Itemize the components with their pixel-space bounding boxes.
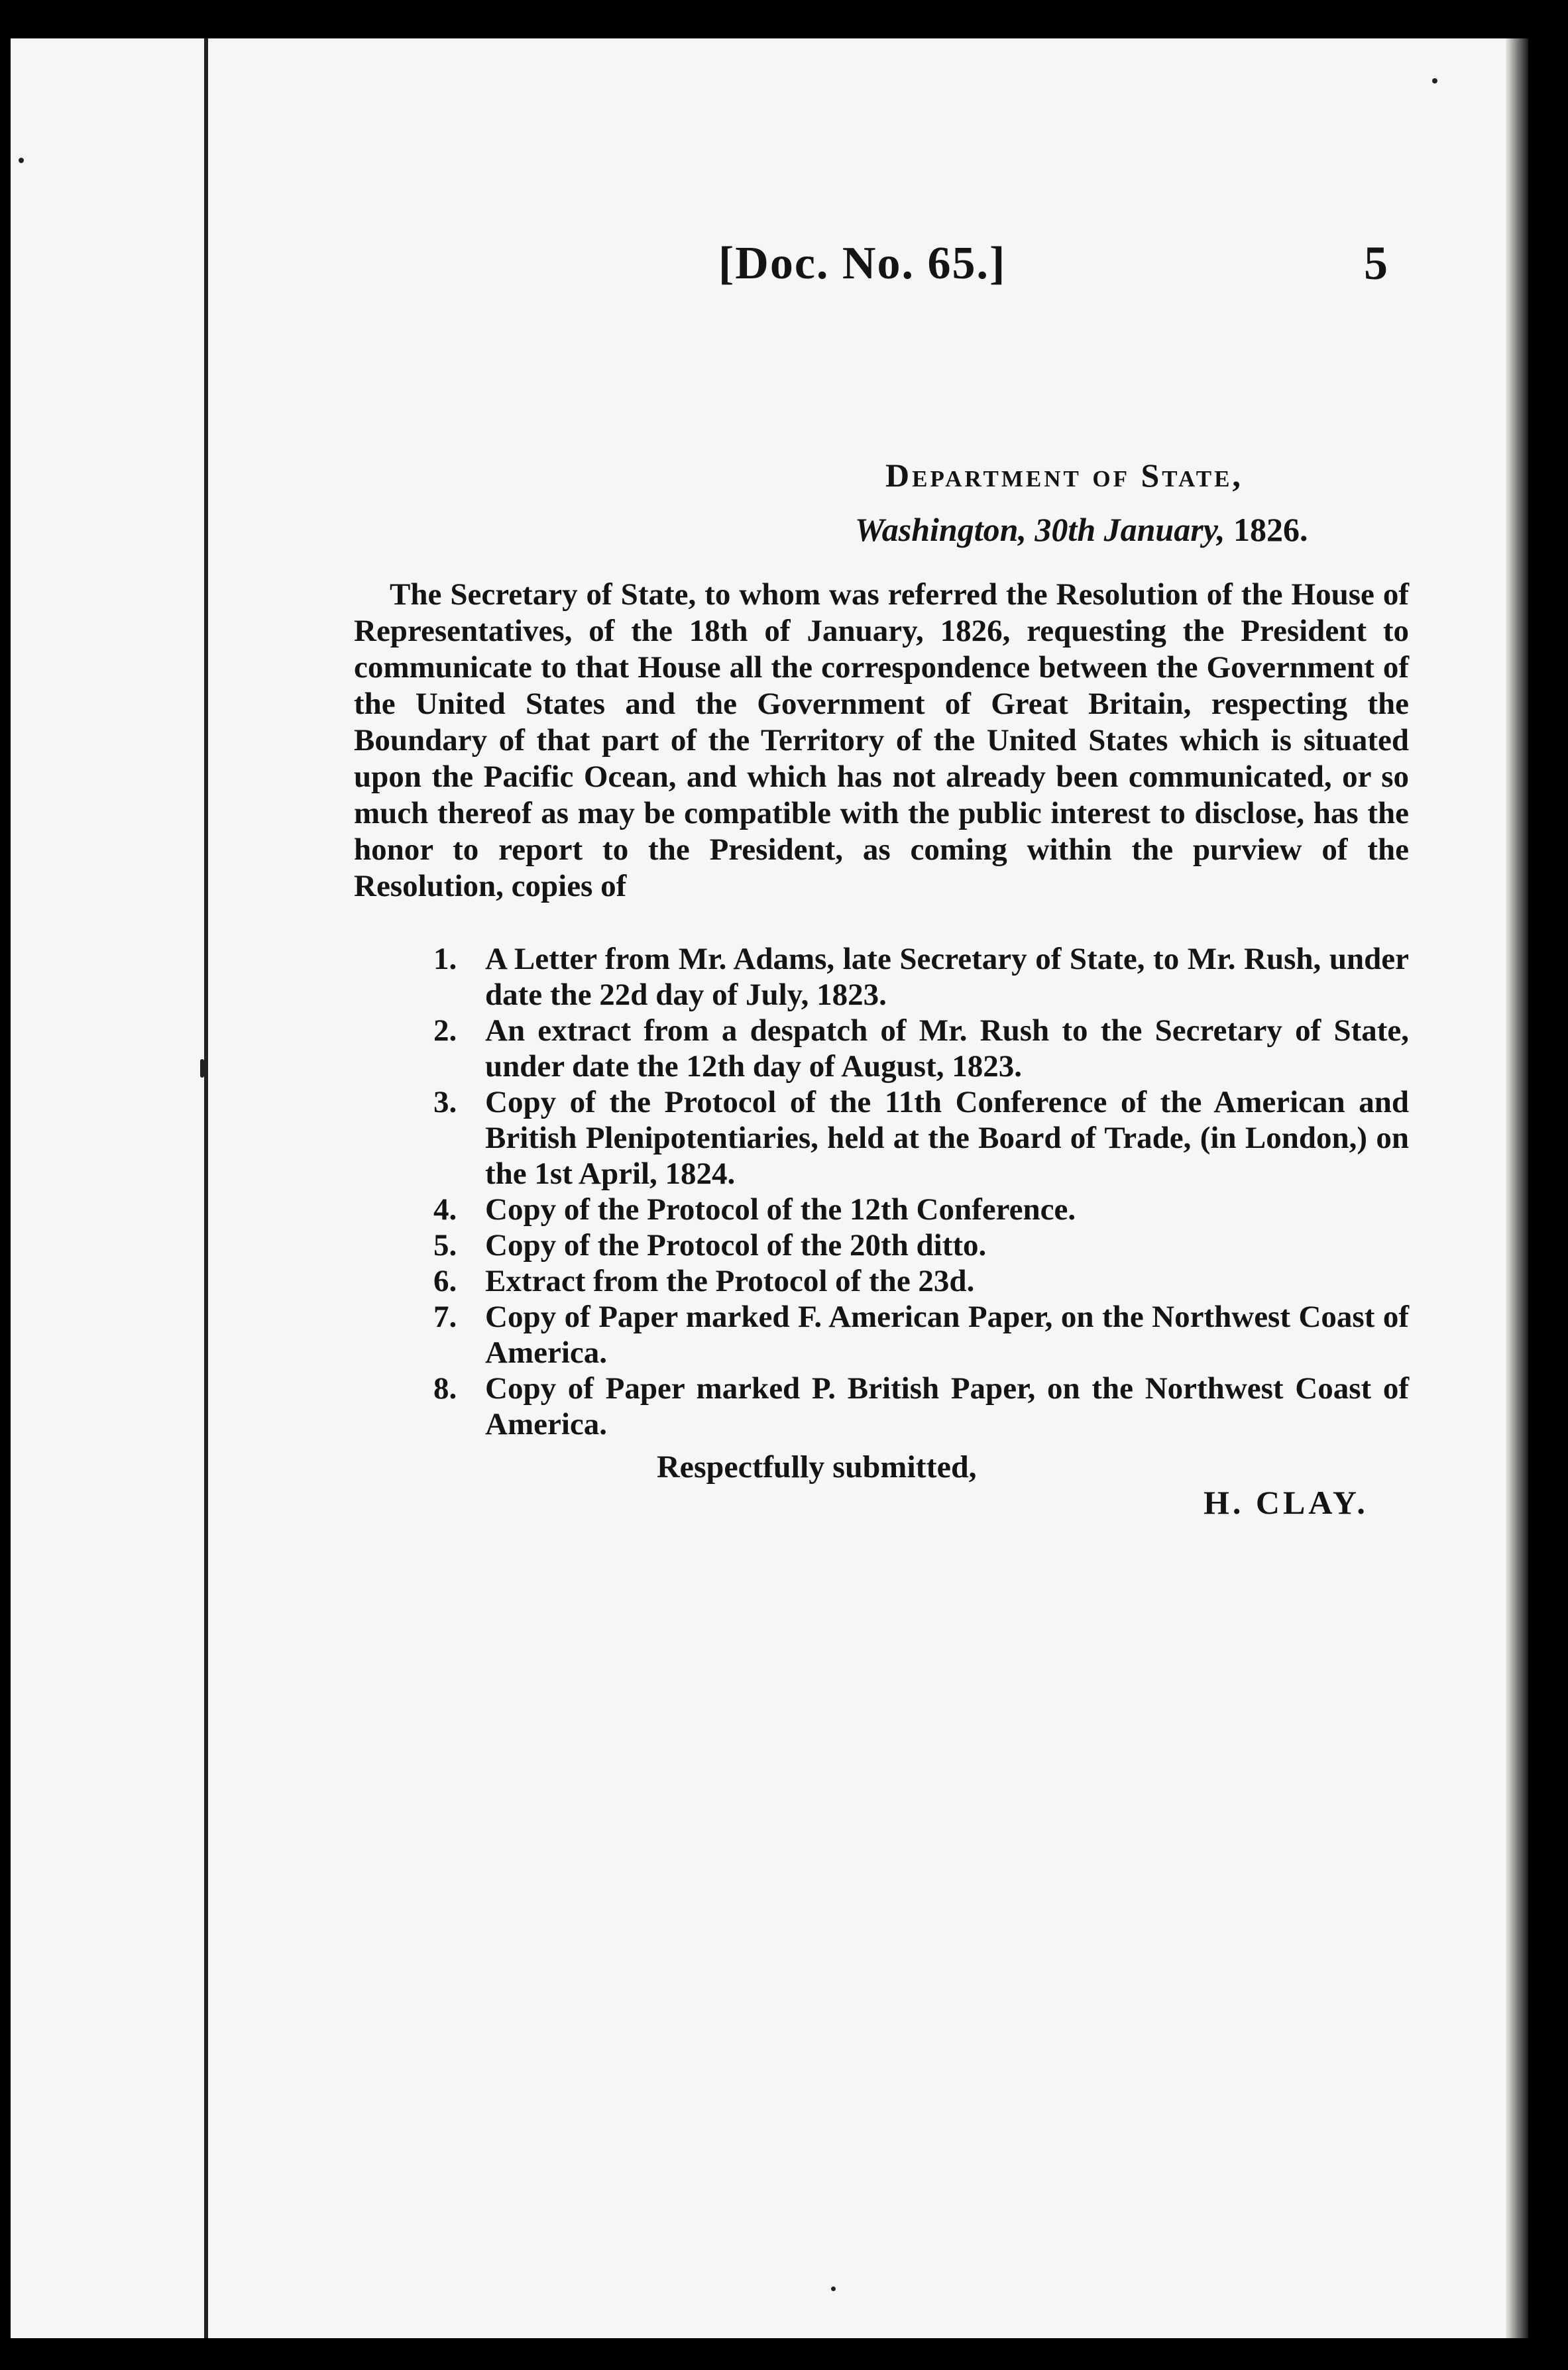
- item-text: Copy of Paper marked F. American Paper, on the Northwest Coast of America.: [485, 1300, 1409, 1370]
- binding-gutter-line: [204, 38, 208, 2338]
- dateline-year: 1826.: [1233, 511, 1308, 548]
- item-text: Copy of Paper marked P. British Paper, on the Northwest Coast of America.: [485, 1371, 1409, 1441]
- list-item: [433, 1299, 1409, 1371]
- signature: H. CLAY.: [1204, 1484, 1369, 1521]
- item-text: Extract from the Protocol of the 23d.: [485, 1264, 975, 1298]
- item-number: 3.: [433, 1085, 457, 1119]
- list-item: [433, 1084, 1409, 1192]
- dateline-place: Washington,: [855, 511, 1027, 548]
- list-item: [433, 1013, 1409, 1084]
- list-item: [433, 1192, 1409, 1227]
- item-number: 7.: [433, 1300, 457, 1334]
- document-page: [11, 38, 1528, 2338]
- enclosure-list: [433, 941, 1409, 1442]
- list-item: [433, 1263, 1409, 1299]
- scan-speck: [19, 158, 24, 163]
- closing-line: Respectfully submitted,: [657, 1449, 977, 1485]
- letter-body-paragraph: The Secretary of State, to whom was referred the Resolution of the House of Representatives, of the 18th of January, 1826, requesting the President to communicate to that House all the correspondence between the Government of the United States and the Government of Great Britain, respecting the Boundary of that part of the Territory of the United States which is situated upon the Pacific Ocean, and which has not already been communicated, or so much thereof as may be compatible with the public interest to disclose, has the honor to report to the President, as coming within the purview of the Resolution, copies of: [354, 577, 1409, 903]
- scan-speck: [1432, 78, 1437, 84]
- item-text: An extract from a despatch of Mr. Rush to the Secretary of State, under date the 12th day of August, 1823.: [485, 1013, 1409, 1084]
- scan-speck: [200, 1059, 204, 1078]
- item-number: 1.: [433, 942, 457, 976]
- item-number: 5.: [433, 1228, 457, 1263]
- dateline: [855, 510, 1308, 549]
- list-item: [433, 1371, 1409, 1442]
- page-edge-shadow: [1506, 38, 1528, 2338]
- item-number: 6.: [433, 1264, 457, 1298]
- list-item: [433, 941, 1409, 1013]
- list-item: [433, 1227, 1409, 1263]
- item-text: Copy of the Protocol of the 11th Conference of the American and British Plenipotentiaries, held at the Board of Trade, (in London,) on the 1st April, 1824.: [485, 1085, 1409, 1191]
- scan-speck: [831, 2286, 836, 2291]
- document-number-header: [Doc. No. 65.]: [718, 238, 1007, 289]
- item-number: 2.: [433, 1013, 457, 1048]
- item-text: Copy of the Protocol of the 12th Conference.: [485, 1192, 1076, 1227]
- page-number: 5: [1364, 237, 1388, 290]
- item-number: 4.: [433, 1192, 457, 1227]
- item-text: A Letter from Mr. Adams, late Secretary of State, to Mr. Rush, under date the 22d day of July, 1823.: [485, 942, 1409, 1012]
- dateline-date: 30th January,: [1035, 511, 1225, 548]
- item-number: 8.: [433, 1371, 457, 1406]
- department-heading: Department of State,: [885, 457, 1243, 494]
- item-text: Copy of the Protocol of the 20th ditto.: [485, 1228, 987, 1263]
